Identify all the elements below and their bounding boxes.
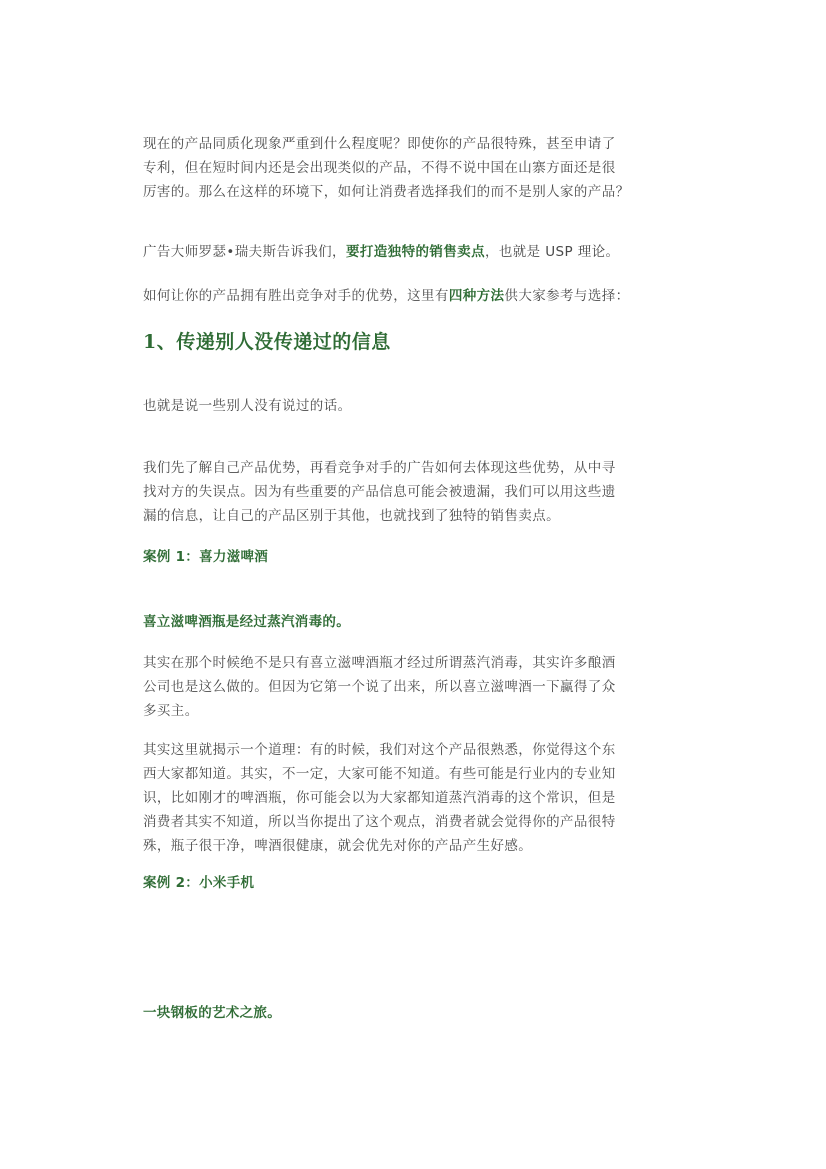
methods-before: 如何让你的产品拥有胜出竞争对手的优势，这里有 xyxy=(143,288,449,304)
case1-slogan: 喜立滋啤酒瓶是经过蒸汽消毒的。 xyxy=(143,614,350,630)
methods-paragraph xyxy=(143,284,688,308)
text-line: 多买主。 xyxy=(143,703,199,719)
text-line: 识，比如刚才的啤酒瓶，你可能会以为大家都知道蒸汽消毒的这个常识，但是 xyxy=(143,790,616,806)
section-summary: 也就是说一些别人没有说过的话。 xyxy=(143,398,352,414)
case2-title: 案例 2：小米手机 xyxy=(143,875,255,891)
intro-paragraph xyxy=(143,132,688,204)
text-line: 现在的产品同质化现象严重到什么程度呢？即使你的产品很特殊，甚至申请了 xyxy=(143,136,616,152)
usp-after: ，也就是 USP 理论。 xyxy=(484,244,620,260)
case1-paragraph-2 xyxy=(143,738,688,858)
section-body-paragraph xyxy=(143,456,688,528)
usp-before: 广告大师罗瑟•瑞夫斯告诉我们， xyxy=(143,244,346,260)
case2-slogan: 一块钢板的艺术之旅。 xyxy=(143,1005,281,1021)
text-line: 公司也是这么做的。但因为它第一个说了出来，所以喜立滋啤酒一下赢得了众 xyxy=(143,679,616,695)
usp-highlight: 要打造独特的销售卖点 xyxy=(345,244,485,260)
section-heading: 1、传递别人没传递过的信息 xyxy=(143,331,391,353)
text-line: 漏的信息，让自己的产品区别于其他，也就找到了独特的销售卖点。 xyxy=(143,508,560,524)
text-line xyxy=(143,240,688,264)
text-line: 我们先了解自己产品优势，再看竞争对手的广告如何去体现这些优势，从中寻 xyxy=(143,460,616,476)
text-line: 殊，瓶子很干净，啤酒很健康，就会优先对你的产品产生好感。 xyxy=(143,838,533,854)
text-line: 找对方的失误点。因为有些重要的产品信息可能会被遗漏，我们可以用这些遗 xyxy=(143,484,616,500)
text-line: 专利，但在短时间内还是会出现类似的产品，不得不说中国在山寨方面还是很 xyxy=(143,160,616,176)
text-line: 消费者其实不知道，所以当你提出了这个观点，消费者就会觉得你的产品很特 xyxy=(143,814,616,830)
text-line: 厉害的。那么在这样的环境下，如何让消费者选择我们的而不是别人家的产品？ xyxy=(143,184,630,200)
usp-paragraph xyxy=(143,240,688,264)
text-line: 其实在那个时候绝不是只有喜立滋啤酒瓶才经过所谓蒸汽消毒，其实许多酿酒 xyxy=(143,655,616,671)
methods-after: 供大家参考与选择： xyxy=(504,288,630,304)
text-line: 西大家都知道。其实，不一定，大家可能不知道。有些可能是行业内的专业知 xyxy=(143,766,616,782)
text-line: 其实这里就揭示一个道理：有的时候，我们对这个产品很熟悉，你觉得这个东 xyxy=(143,742,616,758)
case1-paragraph-1 xyxy=(143,651,688,723)
methods-highlight: 四种方法 xyxy=(448,288,505,304)
text-line xyxy=(143,284,688,308)
case1-title: 案例 1：喜力滋啤酒 xyxy=(143,549,269,565)
